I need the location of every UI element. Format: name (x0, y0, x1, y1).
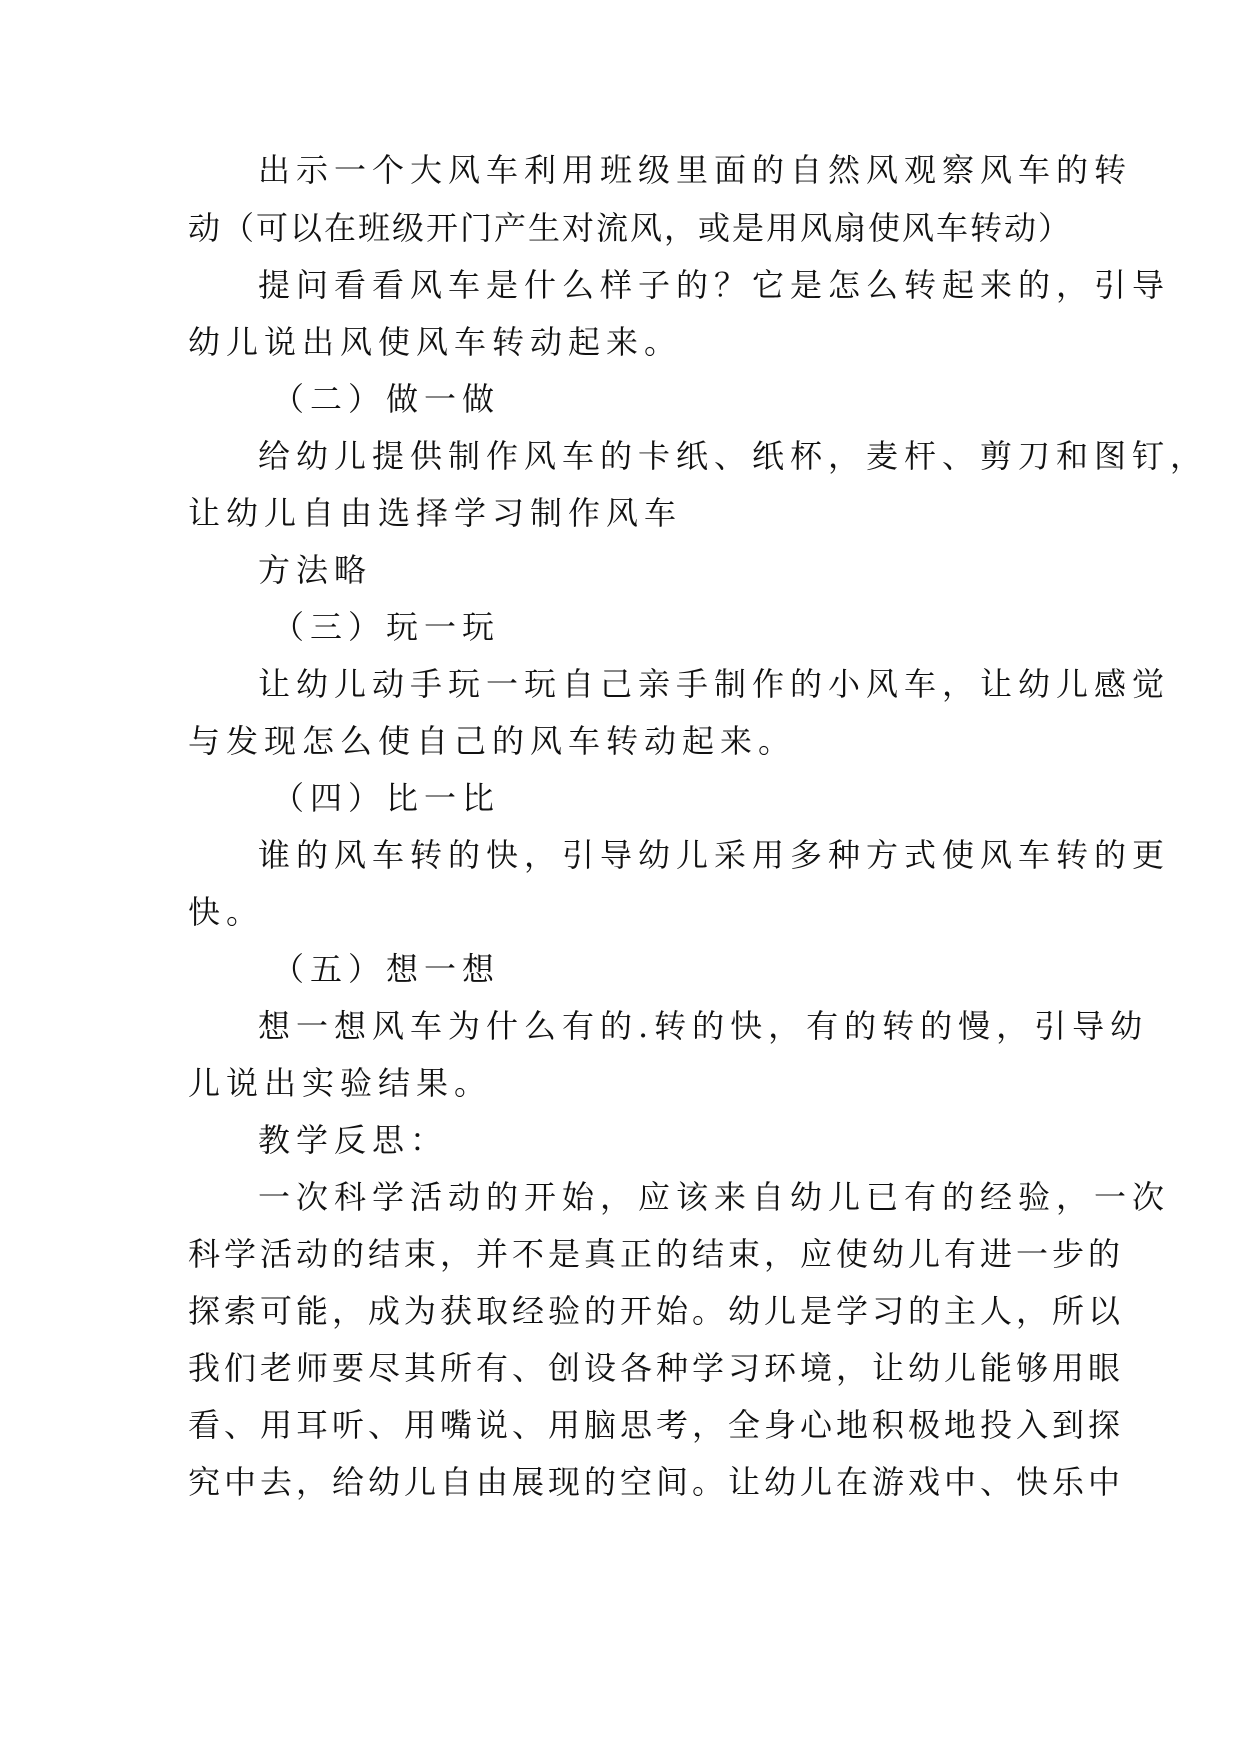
paragraph-line: 幼儿说出风使风车转动起来。 (188, 323, 683, 361)
paragraph-line: 想一想风车为什么有的.转的快，有的转的慢，引导幼 (258, 1007, 1149, 1045)
paragraph-line: 快。 (188, 893, 265, 931)
paragraph-line: 究中去，给幼儿自由展现的空间。让幼儿在游戏中、快乐中 (188, 1463, 1125, 1501)
paragraph-line: 儿说出实验结果。 (188, 1064, 493, 1102)
paragraph-line: 探索可能，成为获取经验的开始。幼儿是学习的主人，所以 (188, 1292, 1125, 1330)
paragraph-line: 一次科学活动的开始，应该来自幼儿已有的经验，一次 (258, 1178, 1171, 1216)
paragraph-line: 动（可以在班级开门产生对流风，或是用风扇使风车转动） (188, 209, 1073, 247)
paragraph-line: 我们老师要尽其所有、创设各种学习环境，让幼儿能够用眼 (188, 1349, 1125, 1387)
paragraph-line: 谁的风车转的快，引导幼儿采用多种方式使风车转的更 (258, 836, 1171, 874)
section-heading: （三）玩一玩 (272, 608, 501, 646)
section-heading: 教学反思： (258, 1121, 449, 1159)
paragraph-line: 方法略 (258, 551, 373, 589)
paragraph-line: 看、用耳听、用嘴说、用脑思考，全身心地积极地投入到探 (188, 1406, 1125, 1444)
paragraph-line: 给幼儿提供制作风车的卡纸、纸杯，麦杆、剪刀和图钉， (258, 437, 1209, 475)
paragraph-line: 科学活动的结束，并不是真正的结束，应使幼儿有进一步的 (188, 1235, 1125, 1273)
section-heading: （五）想一想 (272, 950, 501, 988)
paragraph-line: 出示一个大风车利用班级里面的自然风观察风车的转 (258, 151, 1133, 189)
paragraph-line: 提问看看风车是什么样子的？它是怎么转起来的，引导 (258, 266, 1171, 304)
paragraph-line: 与发现怎么使自己的风车转动起来。 (188, 722, 797, 760)
paragraph-line: 让幼儿自由选择学习制作风车 (188, 494, 683, 532)
section-heading: （二）做一做 (272, 380, 501, 418)
section-heading: （四）比一比 (272, 779, 501, 817)
paragraph-line: 让幼儿动手玩一玩自己亲手制作的小风车，让幼儿感觉 (258, 665, 1171, 703)
